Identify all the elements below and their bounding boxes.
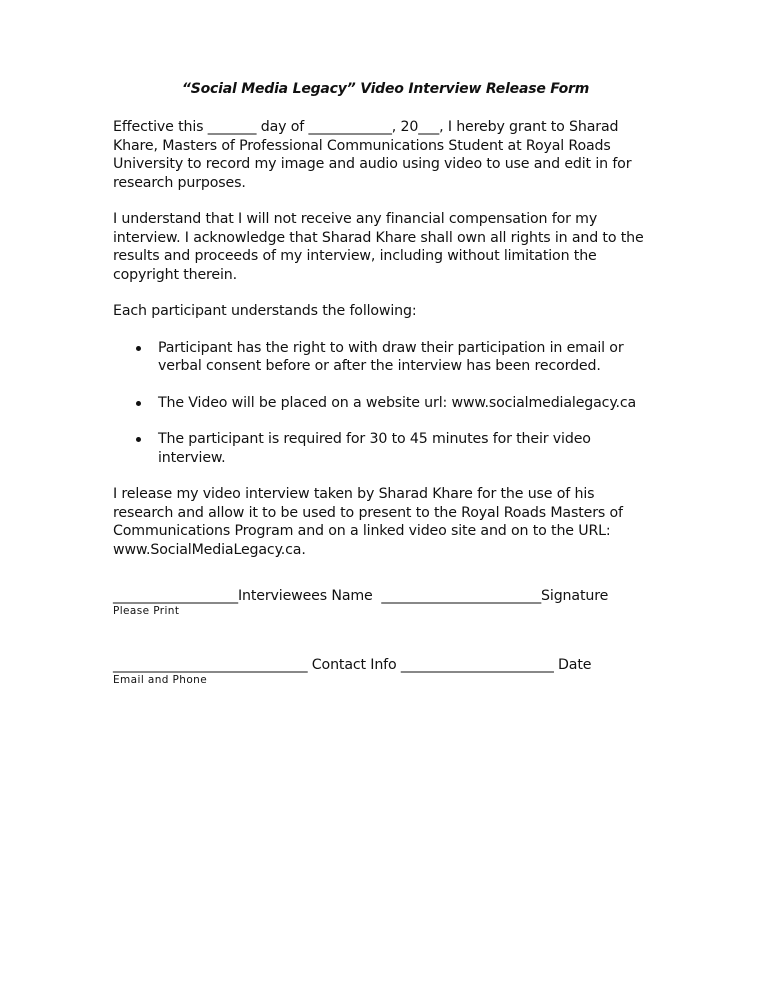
grant-paragraph: Effective this _______ day of ____________, 20___, I hereby grant to Sharad Khare, Masters of Professional Communications Student at Royal Roads University to record my image and audio using video to use and edit in for research purposes.: [113, 119, 632, 191]
please-print-note: Please Print: [113, 605, 180, 617]
name-signature-line: __________________Interviewees Name _______________________Signature: [113, 588, 609, 604]
contact-date-line: ____________________________ Contact Info ______________________ Date: [113, 657, 592, 673]
contact-date-block: [113, 656, 658, 687]
participant-terms-list: [113, 339, 658, 468]
form-title: “Social Media Legacy” Video Interview Release Form: [181, 81, 590, 97]
participant-intro: Each participant understands the following:: [113, 303, 417, 319]
release-paragraph: I release my video interview taken by Sharad Khare for the use of his research and allow it to be used to present to the Royal Roads Masters of Communications Program and on a linked video site and on to the URL: www.SocialMediaLegacy.ca.: [113, 486, 623, 558]
term-withdraw: Participant has the right to with draw their participation in email or verbal consent before or after the interview has been recorded.: [158, 339, 658, 376]
name-signature-block: [113, 587, 658, 618]
compensation-paragraph: I understand that I will not receive any financial compensation for my interview. I acknowledge that Sharad Khare shall own all rights in and to the results and proceeds of my interview, including without limitation the copyright therein.: [113, 211, 644, 283]
term-website: The Video will be placed on a website url: www.socialmedialegacy.ca: [158, 394, 658, 413]
email-phone-note: Email and Phone: [113, 674, 208, 686]
term-duration: The participant is required for 30 to 45 minutes for their video interview.: [158, 430, 658, 467]
